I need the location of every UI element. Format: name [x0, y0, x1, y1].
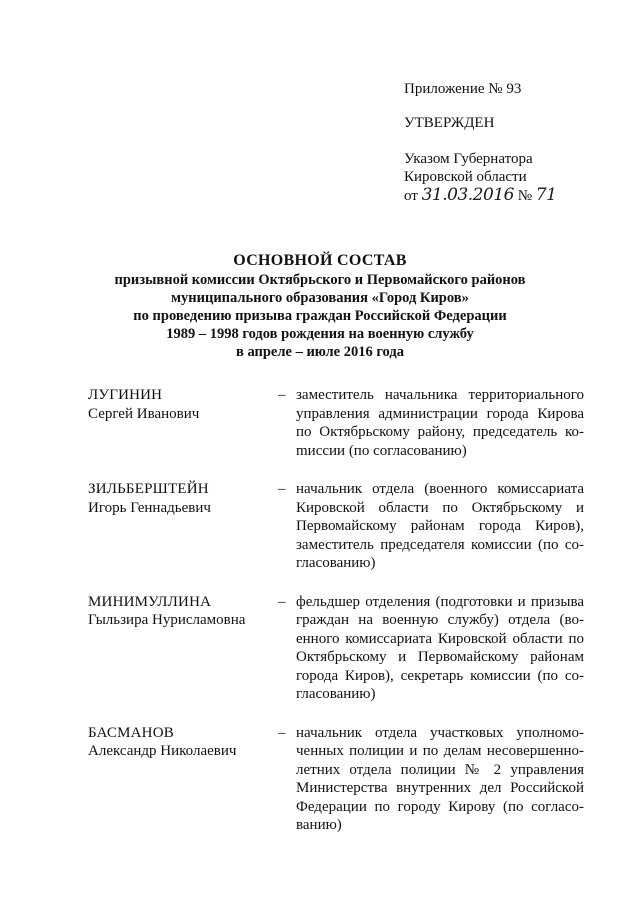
member-role: фельдшер отделения (подготовки и призыва граждан на военную службу) отдела (военного комиссариата Кировской области по Октябрьскому и Первомайскому районам города Киров), секретарь комиссии (по согласованию)	[296, 593, 584, 702]
member-surname: БАСМАНОВ	[88, 724, 174, 741]
member-role: начальник отдела участковых уполномоченных полиции и по делам несовершеннолетних отдела полиции № 2 управления Министерства внутренних дел Российской Федерации по городу Кирову (по согласованию)	[296, 724, 584, 833]
member-entry	[88, 593, 584, 704]
member-name	[88, 386, 278, 423]
member-role: начальник отдела (военного комиссариата Кировской области по Октябрьскому и Первомайскому районам города Киров), заместитель председателя комиссии (по согласованию)	[296, 481, 584, 571]
member-dash: –	[278, 387, 286, 403]
member-entry	[88, 480, 584, 573]
member-given-names: Игорь Геннадьевич	[88, 499, 211, 516]
approval-stamp-block	[404, 80, 624, 205]
title-line-2: муниципального образования «Город Киров»	[171, 290, 469, 306]
member-name	[88, 593, 278, 630]
member-surname: МИНИМУЛЛИНА	[88, 593, 212, 610]
handwritten-date: 31.03.2016	[421, 185, 514, 205]
number-prefix: №	[517, 188, 533, 204]
member-given-names: Гыльзира Нурисламовна	[88, 612, 246, 628]
handwritten-number: 71	[535, 185, 557, 205]
appendix-label: Приложение № 93	[404, 81, 522, 97]
member-given-names: Александр Николаевич	[88, 743, 237, 759]
document-title-block	[60, 252, 580, 361]
member-name	[88, 724, 278, 761]
from-prefix: от	[404, 188, 418, 204]
member-surname: ЗИЛЬБЕРШТЕЙН	[88, 481, 209, 497]
title-line-4: 1989 – 1998 годов рождения на военную службу	[166, 326, 474, 342]
document-title: ОСНОВНОЙ СОСТАВ	[233, 252, 407, 269]
member-role: заместитель начальника территориального управления администрации города Кирова по Октябрьскому району, председатель коmиссии (по согласованию)	[296, 387, 584, 459]
title-line-5: в апреле – июле 2016 года	[236, 344, 404, 360]
member-dash: –	[278, 593, 286, 610]
member-dash: –	[278, 724, 286, 741]
decree-line-2: Кировской области	[404, 169, 527, 185]
member-given-names: Сергей Иванович	[88, 405, 200, 422]
approved-label: УТВЕРЖДЕН	[404, 115, 495, 131]
commission-members-list	[88, 386, 584, 855]
title-line-3: по проведению призыва граждан Российской Федерации	[133, 308, 507, 324]
member-surname: ЛУГИНИН	[88, 387, 163, 403]
member-entry	[88, 386, 584, 460]
member-name	[88, 480, 278, 517]
decree-date-line	[404, 186, 624, 205]
member-entry	[88, 724, 584, 835]
member-dash: –	[278, 481, 286, 497]
decree-line-1: Указом Губернатора	[404, 151, 533, 167]
title-line-1: призывной комиссии Октябрьского и Первомайского районов	[114, 272, 526, 288]
